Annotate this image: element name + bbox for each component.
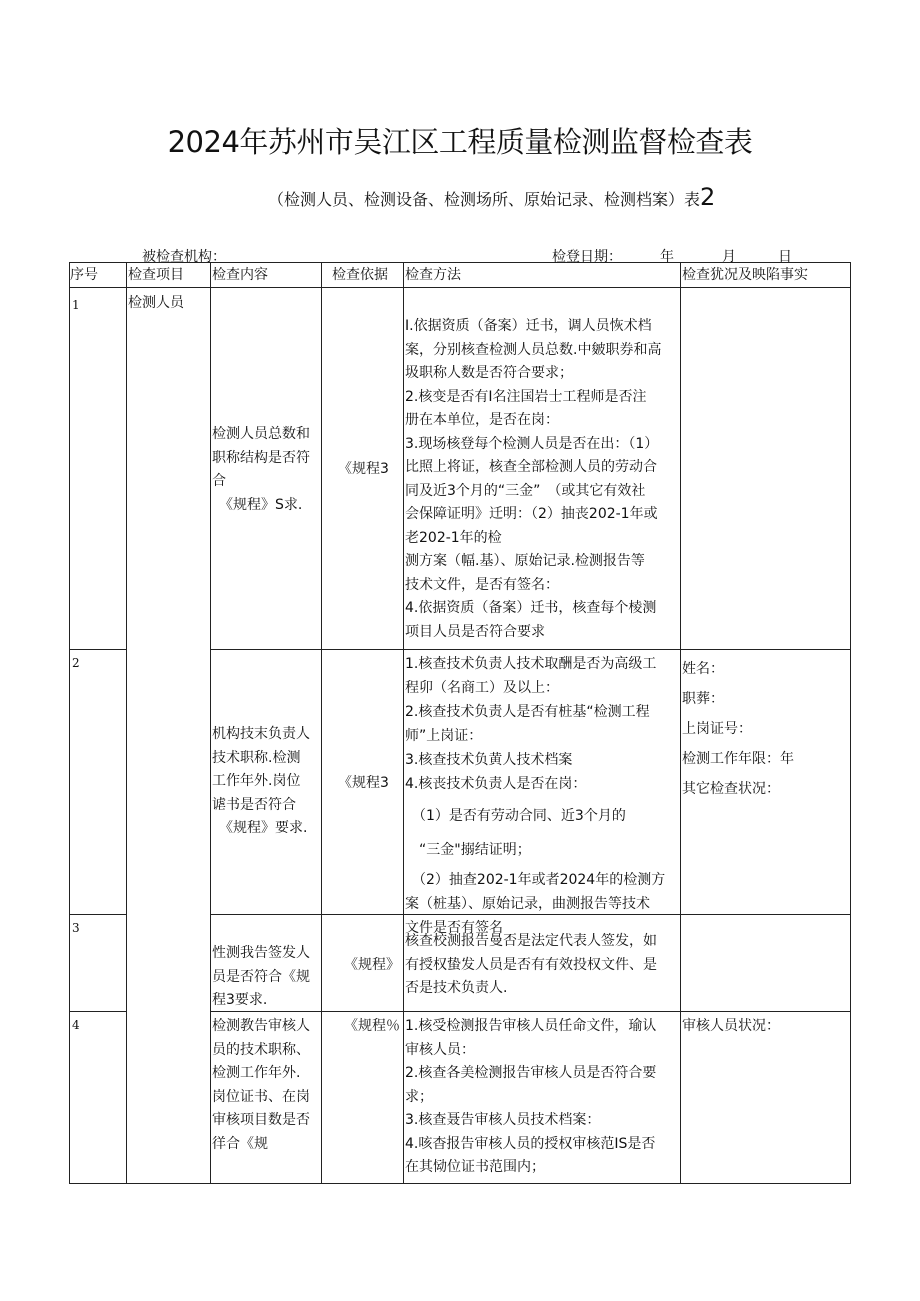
subtitle-text: （检测人员、检测设备、检测场所、原始记录、检测档案）表: [268, 190, 701, 209]
header-method: 检查方法: [405, 267, 461, 283]
year-label: 年: [660, 249, 674, 265]
row-2-result-line: 其它检查状况：: [682, 781, 780, 797]
row-4-method-line: 1.核受检测报告审核人员任命文件，瑜认: [405, 1018, 657, 1034]
row-4-content-line: 检测工作年外.: [212, 1065, 301, 1081]
row-1-content-line: 检测人员总数和: [212, 426, 310, 442]
row-1-method-line: 会保障证明》迁明：（2）抽丧202-1年或: [405, 506, 658, 522]
row-4-content-line: 审核项目数是否: [212, 1112, 310, 1128]
row-2-method-line: 3.核查技术负黄人技术档案: [405, 752, 573, 768]
row-1-method-line: 案，分别核查检测人员总数.中皴职券和高: [405, 341, 662, 358]
row-3-method: [405, 930, 681, 1001]
row-3-content-line: 员是否符合《规: [212, 968, 310, 985]
row-3-method-line: 否是技术负责人.: [405, 980, 508, 996]
row-1-method-line: 项目人员是否符合要求: [405, 623, 545, 640]
row-4-method-line: 4.咳杳报告审核人员的授权审核范IS是否: [405, 1135, 656, 1152]
row-1-content-line: 《规程》S求.: [212, 496, 303, 513]
row-2-method-line: 师”上岗证：: [405, 728, 483, 744]
date-label: 检登日期：: [552, 249, 622, 265]
row-1-method-line: 同及近3个月的“三金” （或其它有效社: [405, 482, 646, 499]
row-2-content-line: 机构技末负责人: [212, 726, 310, 742]
row-2-result-line: 上岗证号：: [682, 721, 752, 737]
row-4-content-line: 员的技术职称、: [212, 1041, 310, 1058]
row-2-method: [405, 652, 681, 936]
row-2-content-line: 工作年外.岗位: [212, 773, 301, 789]
row-1-method-line: 2.核变是否有I名注国岩士工程师是否注: [405, 388, 647, 405]
row-3-method-line: 核查校测报告曼否是法定代表人签发，如: [405, 933, 657, 949]
row-2-method-line: “三金"搦结证明；: [405, 842, 531, 858]
row-3-no: 3: [72, 921, 80, 935]
day-label: 日: [778, 249, 792, 265]
header-basis: 检查依据: [332, 267, 388, 283]
row-3-content: [212, 942, 322, 1013]
row-4-result: [682, 1015, 850, 1039]
header-no: 序号: [70, 267, 98, 283]
row-4-content: [212, 1015, 322, 1156]
row-3-basis: 《规程》: [344, 957, 400, 973]
row-1-method: [405, 315, 681, 644]
row-1-method-line: 测方案（幅.基）、原始记录.检测报告等: [405, 553, 645, 569]
row-4-method-line: 3.核查聂告审核人员技术档案：: [405, 1112, 601, 1128]
row-1-method-line: 比照上将证，核查全部检测人员的劳动合: [405, 459, 657, 475]
row-2-basis: 《规程3: [338, 775, 389, 791]
row-1-method-line: 老202-1年的检: [405, 529, 502, 546]
page-title: 2024年苏州市吴江区工程质量检测监督检查表: [167, 125, 753, 159]
row-1-method-line: I.依据资质（备案）迁书，调人员恢术档: [405, 318, 652, 334]
row-3-content-line: 程3要求.: [212, 992, 268, 1008]
row-1-content: [212, 423, 322, 517]
row-1-method-line: 3.现场核登每个检测人员是否在出：（1）: [405, 435, 659, 452]
header-result: 检查犹况及映陷事实: [682, 267, 808, 283]
row-4-method: [405, 1015, 681, 1180]
row-4-content-line: 岗位证书、在岗: [212, 1088, 310, 1105]
row-1-method-line: 4.依据资质（备案）迁书，核查每个棱测: [405, 600, 657, 616]
header-item: 检查项目: [128, 267, 184, 283]
row-1-method-line: 技术文件，是否有签名：: [405, 576, 559, 593]
row-4-no: 4: [72, 1018, 80, 1032]
inspection-date: [552, 246, 792, 266]
row-4-method-line: 在其恸位证书范围内；: [405, 1159, 545, 1175]
row-4-method-line: 2.核查各美检测报告审核人员是否符合要: [405, 1065, 657, 1081]
row-4-method-line: 求；: [405, 1088, 433, 1105]
row-1-item: 检测人员: [128, 295, 184, 311]
row-2-method-line: 1.核查技术负责人技术取酬是否为高级工: [405, 656, 657, 672]
row-4-basis: 《规程％: [344, 1018, 400, 1034]
month-label: 月: [722, 249, 736, 265]
row-2-method-line: （2）抽查202-1年或者2024年的检测方: [405, 872, 666, 888]
row-2-content-line: 《规程》要求.: [212, 820, 308, 836]
row-2-method-line: 2.核查技术负责人是否有桩基“检测工程: [405, 704, 650, 720]
header-content: 检查内容: [212, 267, 268, 283]
row-2-content-line: 技术职称.检测: [212, 749, 301, 766]
row-3-method-line: 有授权蛰发人员是否有有效投权文件、是: [405, 956, 657, 973]
row-2-method-line: 文件是否有签名: [405, 920, 503, 936]
row-1-no: 1: [72, 298, 80, 312]
row-2-method-line: 案（桩基）、原始记录，曲测报告等技术: [405, 896, 650, 912]
row-4-result-line: 审核人员状况：: [682, 1018, 780, 1034]
row-2-result: [682, 654, 850, 804]
row-2-content-line: 谑书是否符合: [212, 796, 296, 813]
row-2-method-line: （1）是否有劳动合同、近3个月的: [405, 808, 626, 824]
row-2-no: 2: [72, 656, 80, 670]
row-1-content-line: 合: [212, 473, 226, 489]
row-2-method-line: 4.核丧技术负责人是否在岗：: [405, 776, 587, 792]
page-subtitle: [268, 183, 715, 211]
row-2-content: [212, 723, 322, 841]
inspected-org-label: 被检查机构：: [142, 249, 226, 265]
row-2-result-line: 检测工作年限：年: [682, 751, 794, 767]
row-1-content-line: 职称结构是否符: [212, 449, 310, 466]
row-2-result-line: 职葬：: [682, 691, 724, 707]
row-4-content-line: 徉合《规: [212, 1135, 268, 1152]
row-2-method-line: 程卯（名商工）及以上：: [405, 680, 559, 696]
table-number: 2: [700, 183, 716, 211]
row-1-method-line: 册在本单位，是否在岗：: [405, 412, 559, 428]
row-4-method-line: 审核人员：: [405, 1041, 475, 1058]
row-3-content-line: 性测我告签发人: [212, 945, 310, 961]
row-4-content-line: 检测教告审核人: [212, 1018, 310, 1034]
row-2-result-line: 姓名：: [682, 661, 724, 677]
row-1-basis: 《规程3: [338, 461, 389, 477]
row-1-method-line: 圾职称人数是否符合要求；: [405, 365, 573, 381]
